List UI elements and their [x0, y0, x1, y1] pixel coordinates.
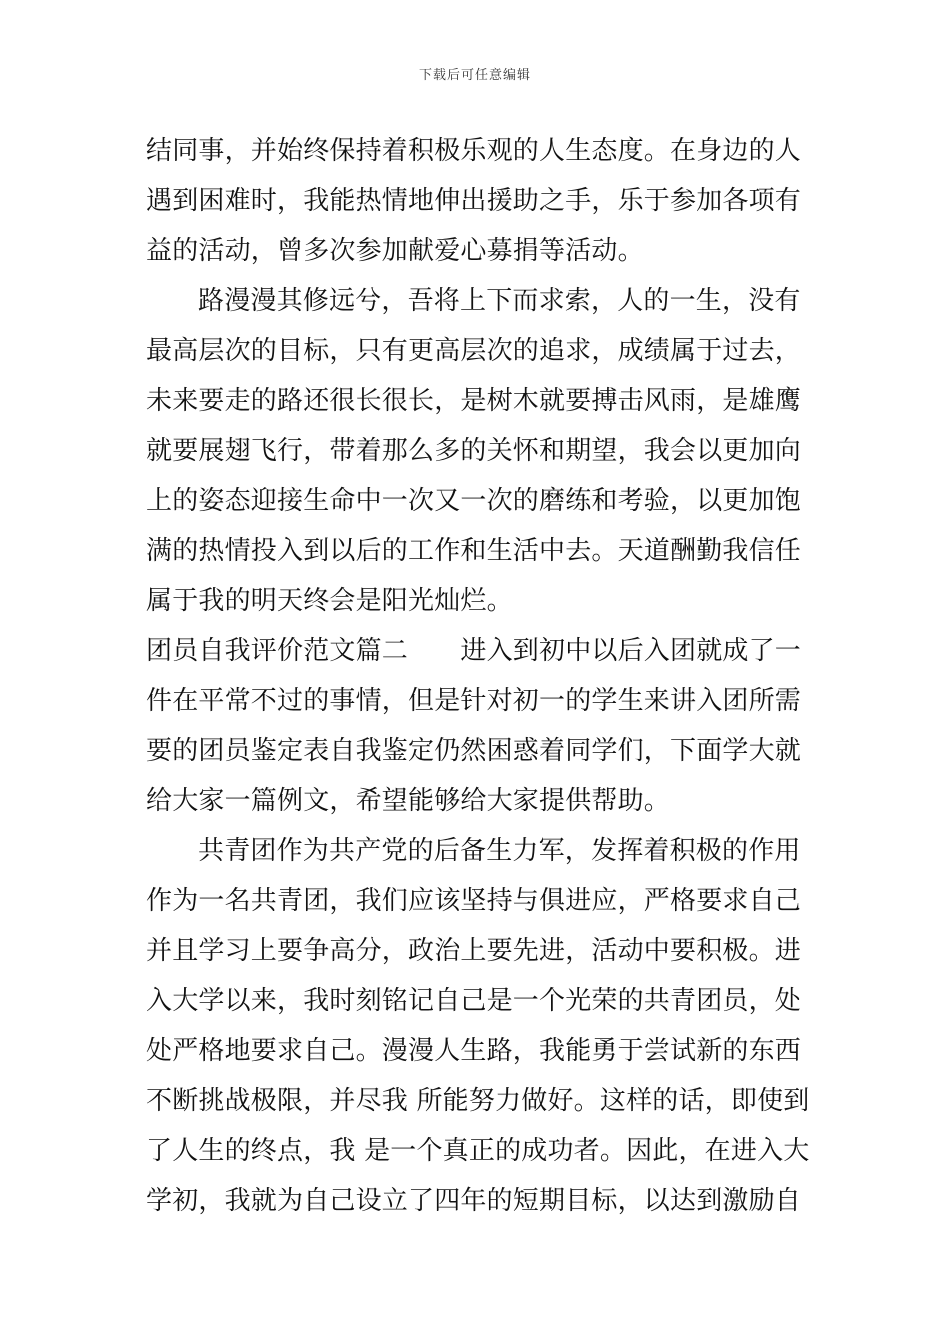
text-line: 处严格地要求自己。漫漫人生路，我能勇于尝试新的东西	[146, 1036, 802, 1066]
text-line: 件在平常不过的事情，但是针对初一的学生来讲入团所需	[146, 686, 802, 716]
text-line: 结同事，并始终保持着积极乐观的人生态度。在身边的人	[146, 136, 802, 166]
page-header: 下载后可任意编辑	[418, 68, 531, 83]
section-heading-line: 团员自我评价范文篇二 进入到初中以后入团就成了一	[146, 636, 802, 666]
text-line: 最高层次的目标，只有更高层次的追求，成绩属于过去，	[146, 336, 802, 366]
text-line: 给大家一篇例文，希望能够给大家提供帮助。	[146, 786, 671, 816]
text-line: 了人生的终点，我 是一个真正的成功者。因此，在进入大	[146, 1136, 810, 1166]
text-line: 遇到困难时，我能热情地伸出援助之手，乐于参加各项有	[146, 186, 802, 216]
text-line: 满的热情投入到以后的工作和生活中去。天道酬勤我信任	[146, 536, 802, 566]
document-body	[146, 126, 810, 1226]
text-line: 作为一名共青团，我们应该坚持与俱进应，严格要求自己	[146, 886, 802, 916]
text-line: 要的团员鉴定表自我鉴定仍然困惑着同学们，下面学大就	[146, 736, 802, 766]
paragraph-first-line: 路漫漫其修远兮，吾将上下而求索，人的一生，没有	[198, 286, 801, 316]
text-line: 入大学以来，我时刻铭记自己是一个光荣的共青团员，处	[146, 986, 802, 1016]
text-line: 上的姿态迎接生命中一次又一次的磨练和考验，以更加饱	[146, 486, 802, 516]
text-line: 并且学习上要争高分，政治上要先进，活动中要积极。进	[146, 936, 802, 966]
text-line: 属于我的明天终会是阳光灿烂。	[146, 586, 513, 616]
text-line: 不断挑战极限，并尽我 所能努力做好。这样的话，即使到	[146, 1086, 810, 1116]
text-line: 学初，我就为自己设立了四年的短期目标，以达到激励自	[146, 1186, 802, 1216]
text-line: 益的活动，曾多次参加献爱心募捐等活动。	[146, 236, 644, 266]
text-line: 未来要走的路还很长很长，是树木就要搏击风雨，是雄鹰	[146, 386, 802, 416]
paragraph-first-line: 共青团作为共产党的后备生力军，发挥着积极的作用	[198, 836, 801, 866]
text-line: 就要展翅飞行，带着那么多的关怀和期望，我会以更加向	[146, 436, 802, 466]
